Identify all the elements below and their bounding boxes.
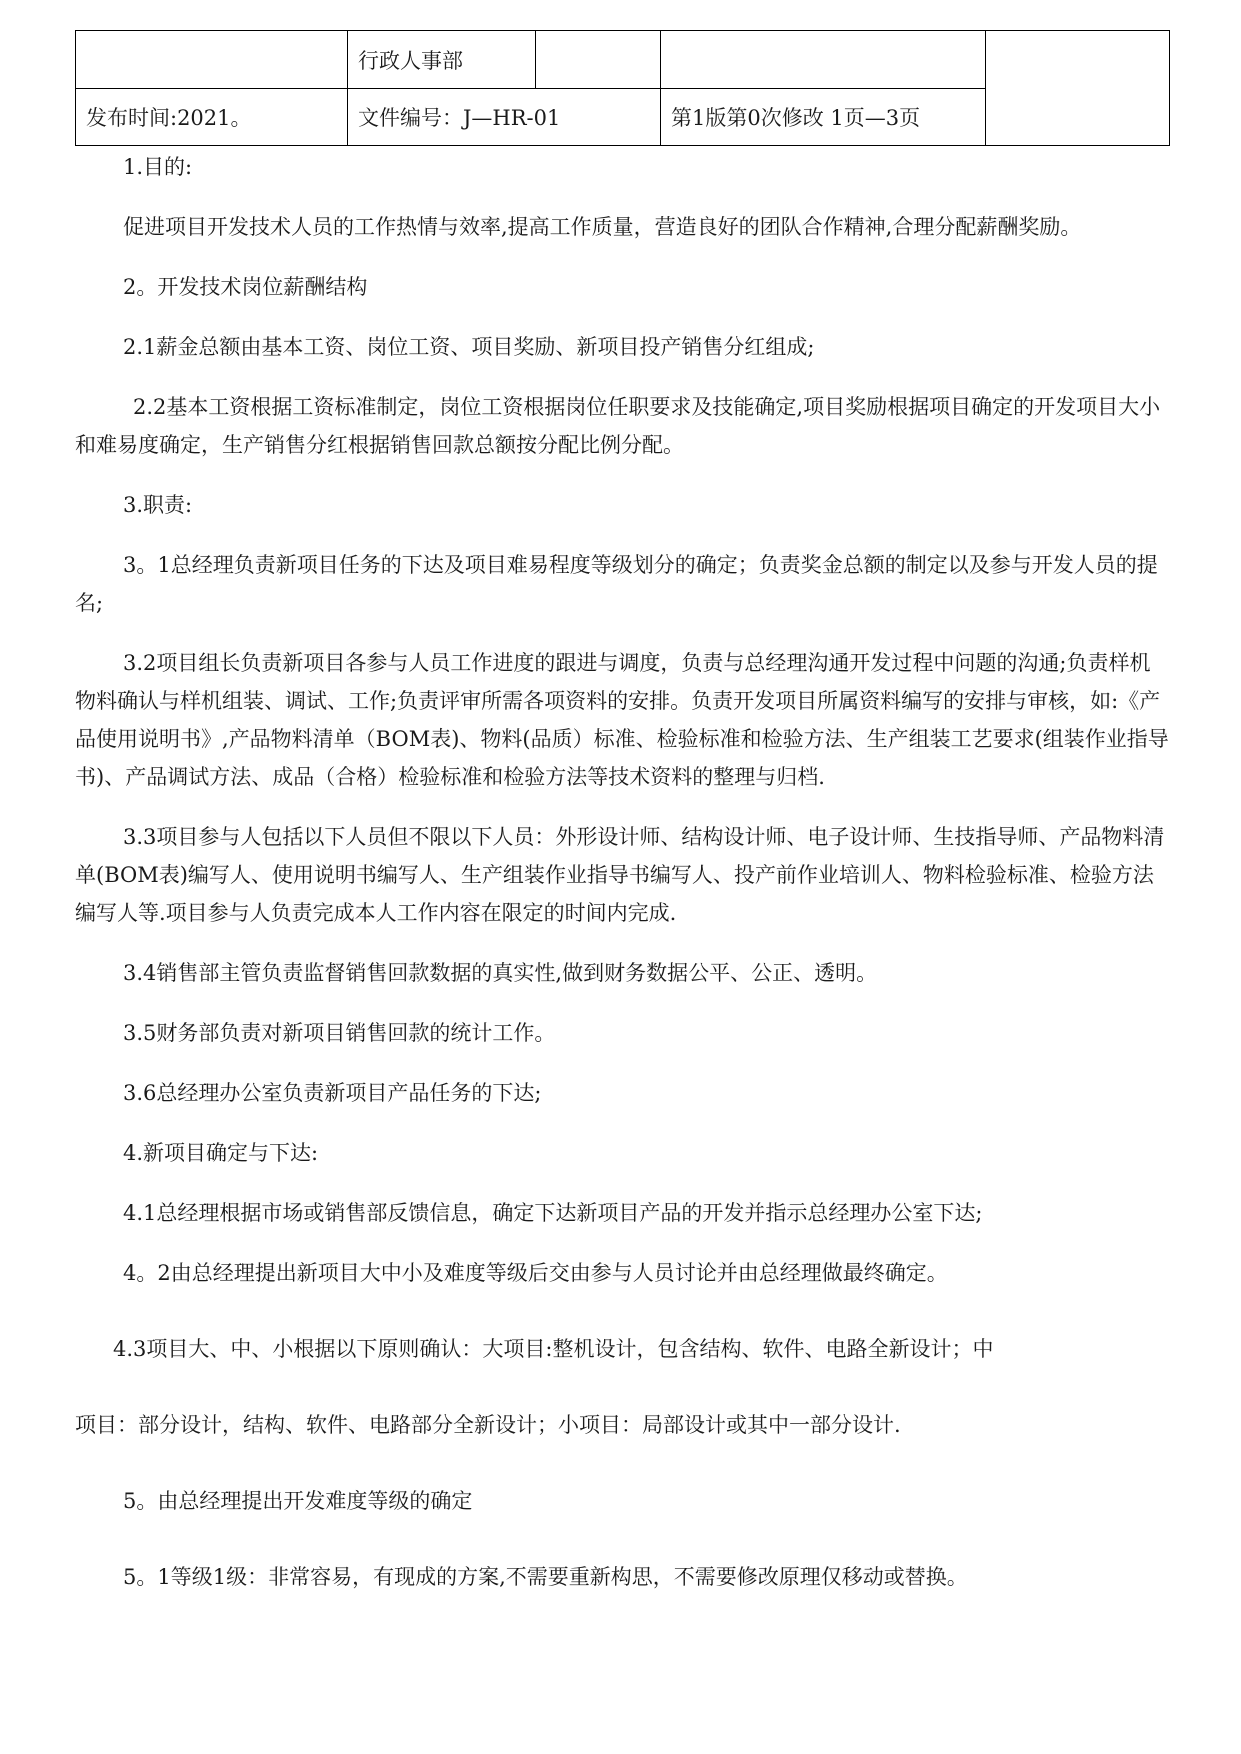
- paragraph: 3.5财务部负责对新项目销售回款的统计工作。: [123, 1021, 556, 1045]
- paragraph: 3.6总经理办公室负责新项目产品任务的下达;: [123, 1081, 542, 1105]
- document-body: [75, 148, 1169, 1596]
- paragraph: 3。1总经理负责新项目任务的下达及项目难易程度等级划分的确定；负责奖金总额的制定以及参与开发人员的提名;: [75, 553, 1158, 615]
- section-heading: 2。开发技术岗位薪酬结构: [123, 275, 368, 299]
- header-cell-empty: [76, 31, 348, 89]
- section-heading: 1.目的:: [123, 155, 193, 179]
- paragraph-line: 项目：部分设计，结构、软件、电路部分全新设计；小项目：局部设计或其中一部分设计.: [75, 1413, 901, 1437]
- paragraph-line: 4.3项目大、中、小根据以下原则确认：大项目:整机设计，包含结构、软件、电路全新设计；中: [113, 1337, 994, 1361]
- header-publish-time: 发布时间:2021。: [76, 89, 348, 146]
- document-header-table: [75, 30, 1170, 146]
- header-cell-empty: [986, 31, 1170, 146]
- paragraph: 3.4销售部主管负责监督销售回款数据的真实性,做到财务数据公平、公正、透明。: [123, 961, 878, 985]
- header-version: 第1版第0次修改 1页—3页: [661, 89, 986, 146]
- header-dept: 行政人事部: [348, 31, 536, 89]
- section-heading: 5。由总经理提出开发难度等级的确定: [123, 1489, 473, 1513]
- header-file-number: 文件编号：J—HR-01: [348, 89, 661, 146]
- paragraph: 2.2基本工资根据工资标准制定，岗位工资根据岗位任职要求及技能确定,项目奖励根据项目确定的开发项目大小和难易度确定，生产销售分红根据销售回款总额按分配比例分配。: [75, 395, 1161, 457]
- header-cell-empty: [536, 31, 661, 89]
- paragraph: 4.1总经理根据市场或销售部反馈信息，确定下达新项目产品的开发并指示总经理办公室下达;: [123, 1201, 983, 1225]
- paragraph: 3.2项目组长负责新项目各参与人员工作进度的跟进与调度，负责与总经理沟通开发过程中问题的沟通;负责样机物料确认与样机组装、调试、工作;负责评审所需各项资料的安排。负责开发项目所属资料编写的安排与审核，如:《产品使用说明书》,产品物料清单（BOM表)、物料(品质）标准、检验标准和检验方法、生产组装工艺要求(组装作业指导书)、产品调试方法、成品（合格）检验标准和检验方法等技术资料的整理与归档.: [75, 651, 1169, 789]
- paragraph: 5。1等级1级：非常容易，有现成的方案,不需要重新构思，不需要修改原理仅移动或替换。: [123, 1565, 968, 1589]
- section-heading: 4.新项目确定与下达:: [123, 1141, 319, 1165]
- paragraph: 4。2由总经理提出新项目大中小及难度等级后交由参与人员讨论并由总经理做最终确定。: [123, 1261, 948, 1285]
- paragraph: 促进项目开发技术人员的工作热情与效率,提高工作质量，营造良好的团队合作精神,合理分配薪酬奖励。: [123, 215, 1082, 239]
- paragraph: 2.1薪金总额由基本工资、岗位工资、项目奖励、新项目投产销售分红组成;: [123, 335, 815, 359]
- header-cell-empty: [661, 31, 986, 89]
- section-heading: 3.职责:: [123, 493, 193, 517]
- paragraph: 3.3项目参与人包括以下人员但不限以下人员：外形设计师、结构设计师、电子设计师、生技指导师、产品物料清单(BOM表)编写人、使用说明书编写人、生产组装作业指导书编写人、投产前作业培训人、物料检验标准、检验方法编写人等.项目参与人负责完成本人工作内容在限定的时间内完成.: [75, 825, 1165, 925]
